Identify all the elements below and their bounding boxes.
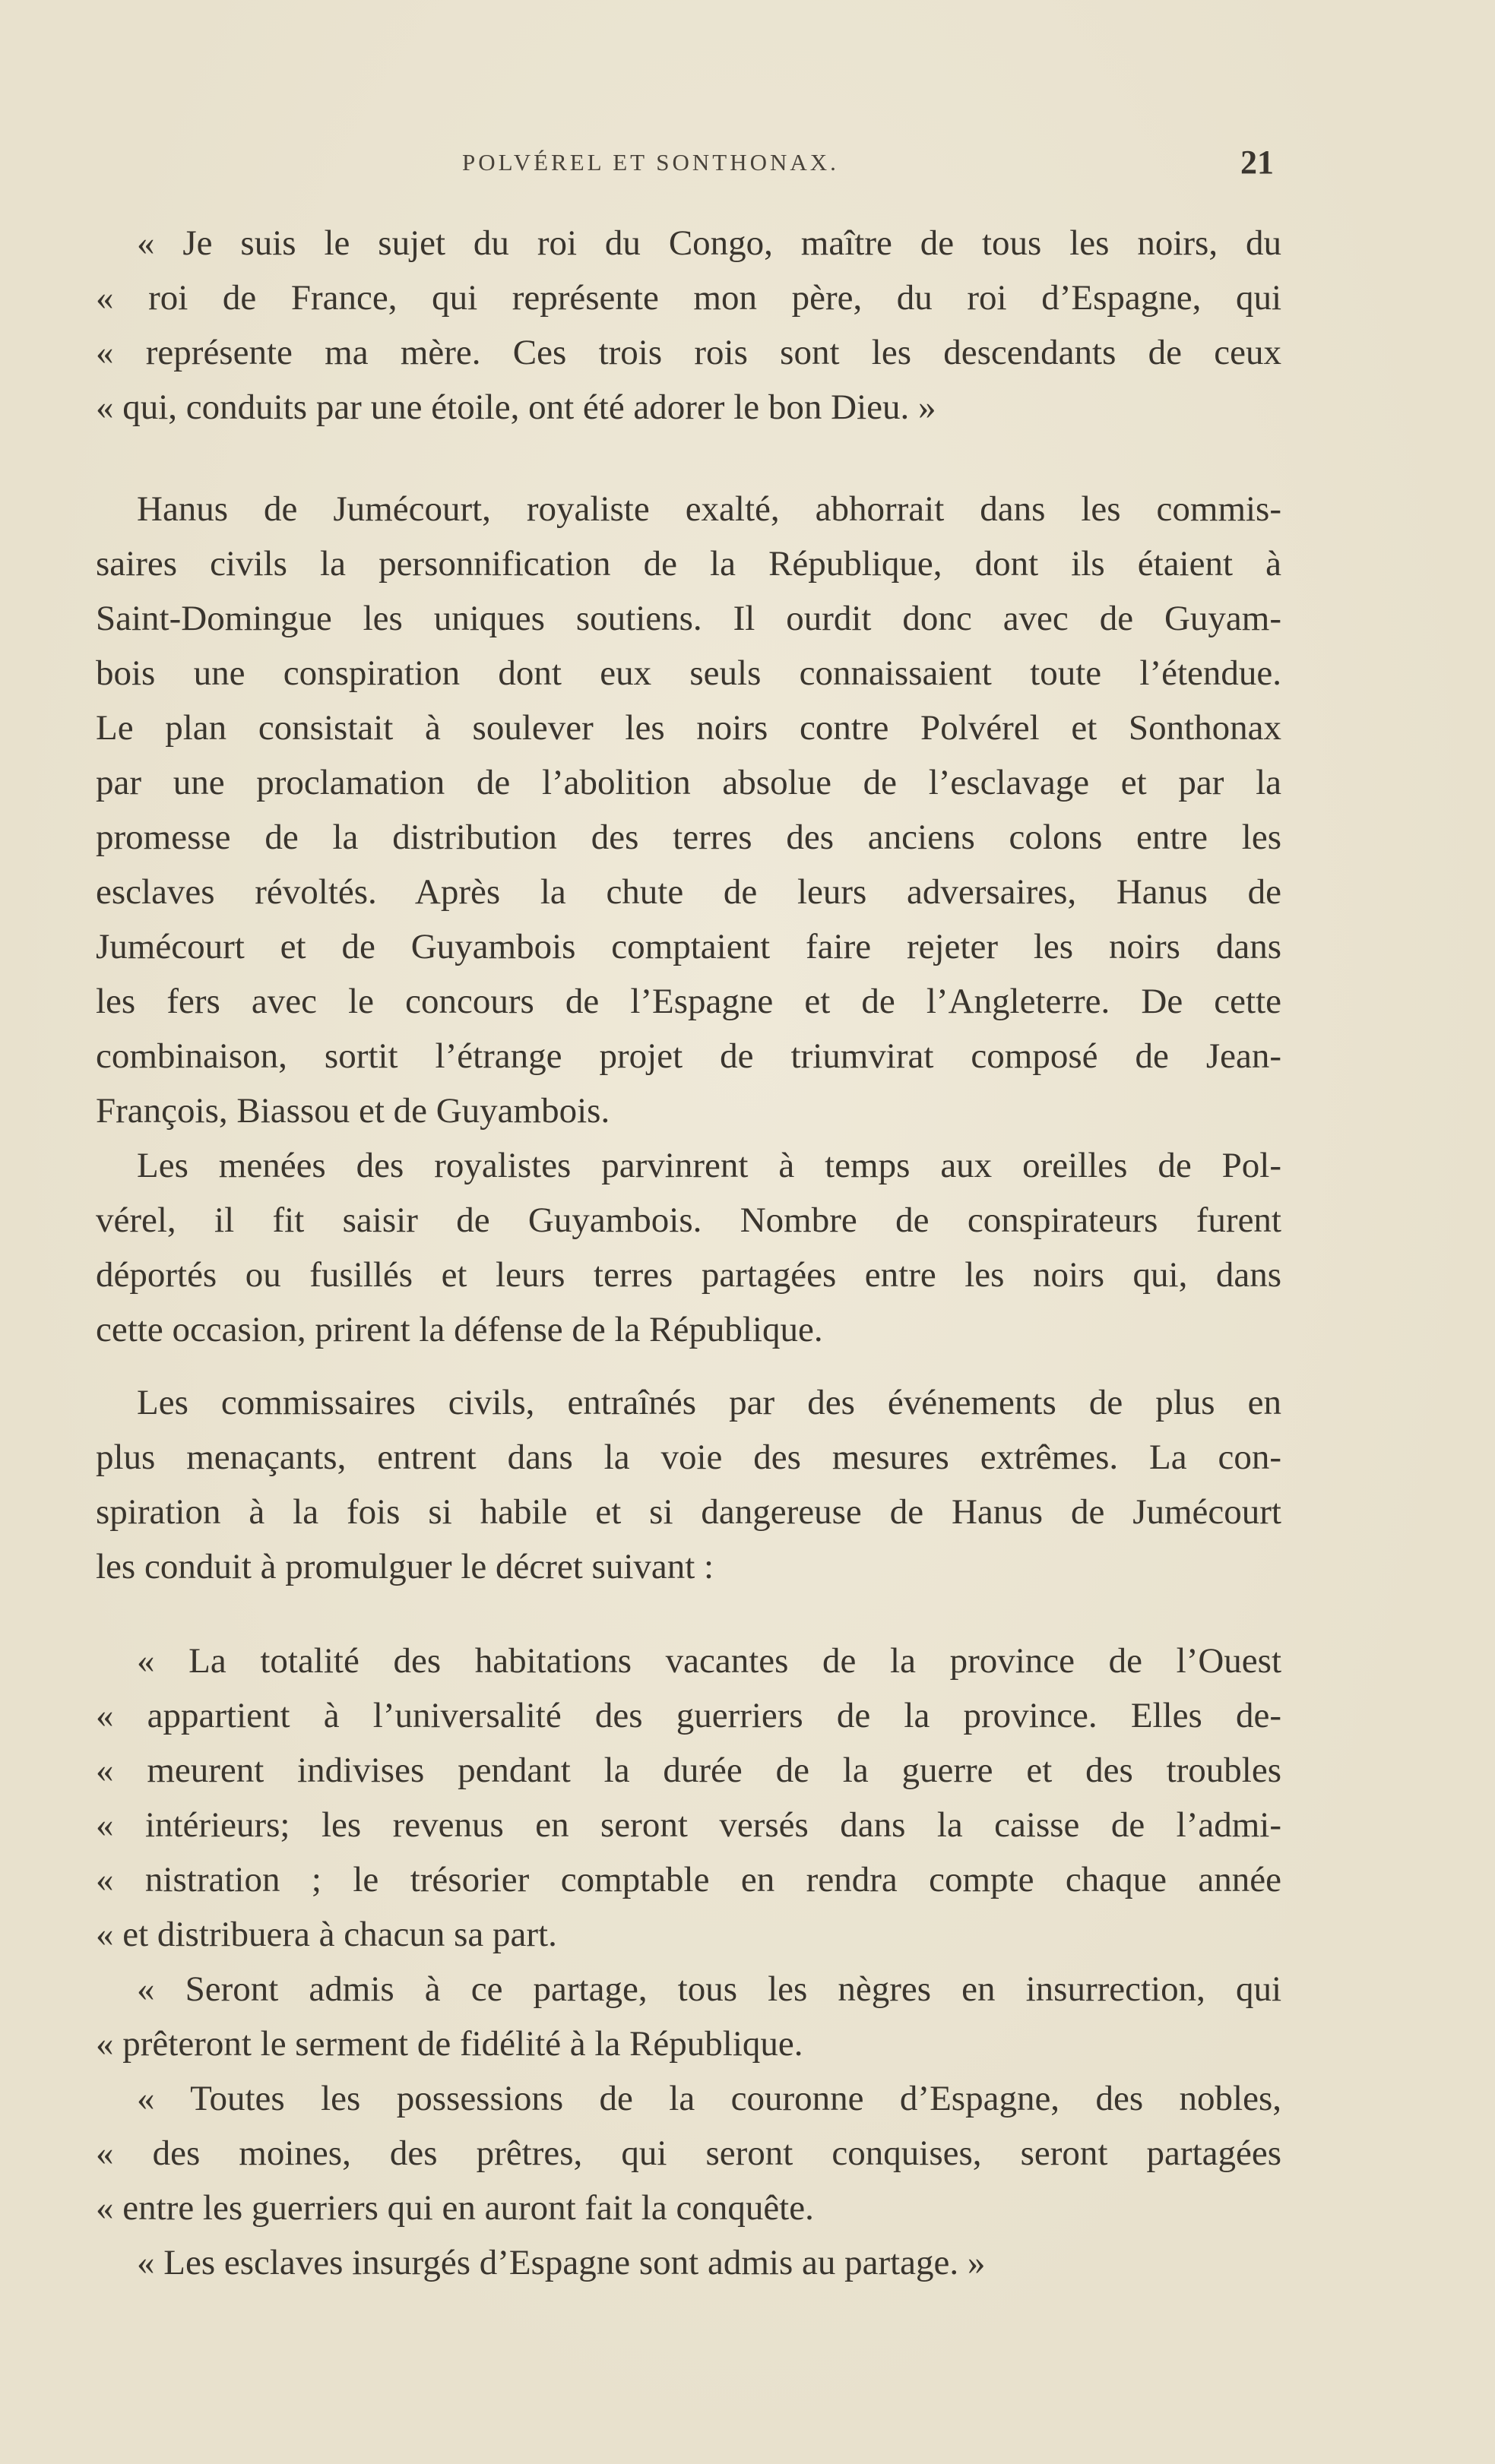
text-line: « appartient à l’universalité des guerriers de la province. Elles de-: [96, 1696, 1281, 1735]
text-line: les conduit à promulguer le décret suivant :: [96, 1547, 714, 1586]
text-line: « roi de France, qui représente mon père, du roi d’Espagne, qui: [96, 278, 1281, 318]
text-line: par une proclamation de l’abolition absolue de l’esclavage et par la: [96, 763, 1281, 802]
text-line: esclaves révoltés. Après la chute de leurs adversaires, Hanus de: [96, 872, 1281, 912]
text-line: « entre les guerriers qui en auront fait la conquête.: [96, 2188, 814, 2228]
text-line: « Les esclaves insurgés d’Espagne sont admis au partage. »: [137, 2243, 986, 2282]
text-line: plus menaçants, entrent dans la voie des mesures extrêmes. La con-: [96, 1438, 1281, 1477]
text-line: « et distribuera à chacun sa part.: [96, 1915, 557, 1954]
text-line: Les commissaires civils, entraînés par des événements de plus en: [137, 1383, 1281, 1422]
text-line: les fers avec le concours de l’Espagne et de l’Angleterre. De cette: [96, 982, 1281, 1021]
page-number: 21: [1240, 144, 1274, 181]
text-line: spiration à la fois si habile et si dangereuse de Hanus de Jumécourt: [96, 1492, 1281, 1532]
text-line: « Toutes les possessions de la couronne d’Espagne, des nobles,: [137, 2079, 1281, 2118]
page-header: [0, 143, 1495, 188]
text-line: « meurent indivises pendant la durée de la guerre et des troubles: [96, 1751, 1281, 1790]
text-line: « La totalité des habitations vacantes de la province de l’Ouest: [137, 1641, 1281, 1681]
text-line: déportés ou fusillés et leurs terres partagées entre les noirs qui, dans: [96, 1255, 1281, 1295]
text-line: « intérieurs; les revenus en seront versés dans la caisse de l’admi-: [96, 1805, 1281, 1845]
text-line: Saint-Domingue les uniques soutiens. Il ourdit donc avec de Guyam-: [96, 599, 1281, 638]
text-line: promesse de la distribution des terres des anciens colons entre les: [96, 818, 1281, 857]
text-line: « nistration ; le trésorier comptable en rendra compte chaque année: [96, 1860, 1281, 1899]
text-line: Jumécourt et de Guyambois comptaient faire rejeter les noirs dans: [96, 927, 1281, 966]
text-line: « prêteront le serment de fidélité à la République.: [96, 2024, 803, 2064]
text-line: « Seront admis à ce partage, tous les nègres en insurrection, qui: [137, 1969, 1281, 2009]
text-line: Hanus de Jumécourt, royaliste exalté, abhorrait dans les commis-: [137, 489, 1281, 529]
text-line: vérel, il fit saisir de Guyambois. Nombre de conspirateurs furent: [96, 1200, 1281, 1240]
text-line: bois une conspiration dont eux seuls connaissaient toute l’étendue.: [96, 653, 1281, 693]
text-line: cette occasion, prirent la défense de la République.: [96, 1310, 823, 1349]
text-line: « Je suis le sujet du roi du Congo, maître de tous les noirs, du: [137, 223, 1281, 263]
text-line: « des moines, des prêtres, qui seront conquises, seront partagées: [96, 2133, 1281, 2173]
text-line: saires civils la personnification de la République, dont ils étaient à: [96, 544, 1281, 584]
text-line: Les menées des royalistes parvinrent à temps aux oreilles de Pol-: [137, 1146, 1281, 1185]
text-line: « qui, conduits par une étoile, ont été adorer le bon Dieu. »: [96, 387, 936, 427]
text-line: combinaison, sortit l’étrange projet de triumvirat composé de Jean-: [96, 1036, 1281, 1076]
text-line: « représente ma mère. Ces trois rois sont les descendants de ceux: [96, 333, 1281, 372]
running-head: POLVÉREL ET SONTHONAX.: [462, 149, 839, 176]
text-line: Le plan consistait à soulever les noirs contre Polvérel et Sonthonax: [96, 708, 1281, 748]
text-line: François, Biassou et de Guyambois.: [96, 1091, 610, 1131]
